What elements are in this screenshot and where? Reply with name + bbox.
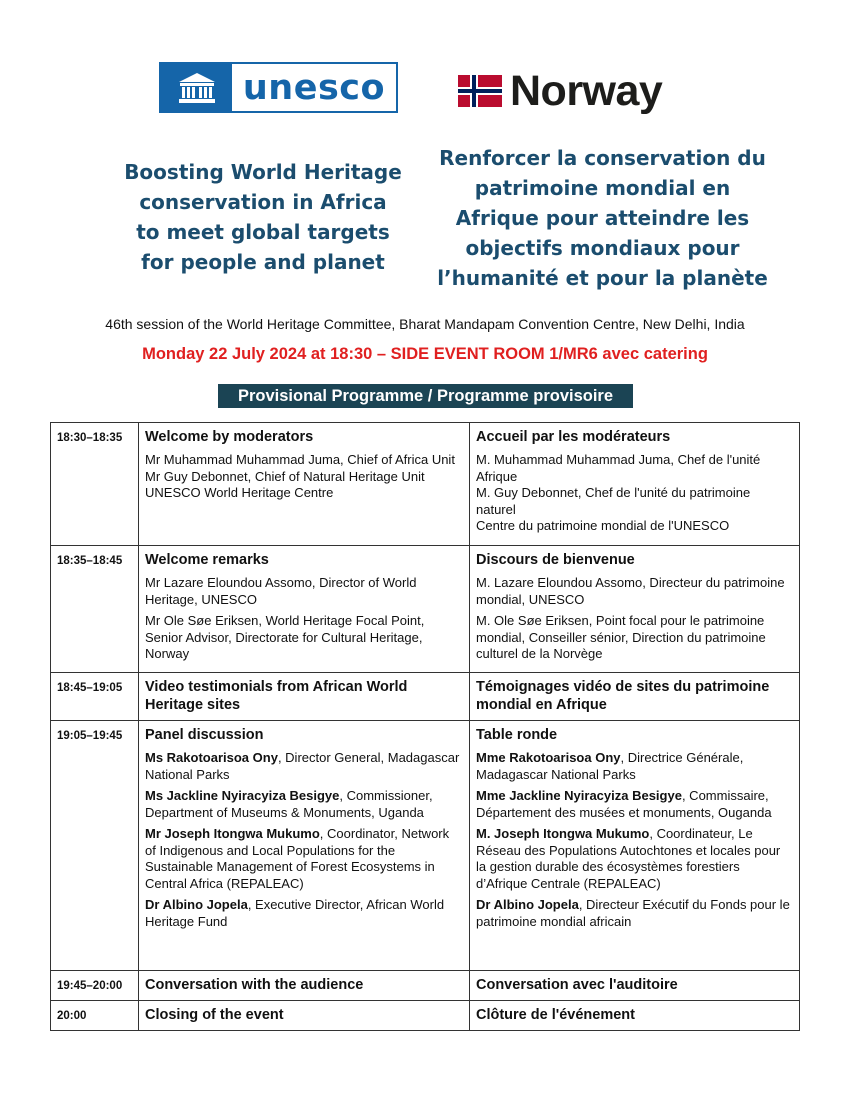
row-french-cell: [470, 673, 800, 721]
row-en-line: Mr Guy Debonnet, Chief of Natural Heritage Unit: [145, 468, 425, 484]
panelist-role: , Directrice Générale, Madagascar National Parks: [476, 750, 744, 782]
row-en-line: UNESCO World Heritage Centre: [145, 485, 334, 500]
row-fr-title: Témoignages vidéo de sites du patrimoine mondial en Afrique: [476, 679, 770, 713]
panelist-name: Dr Albino Jopela: [145, 897, 248, 912]
table-row: [51, 546, 800, 673]
session-info: 46th session of the World Heritage Committee, Bharat Mandapam Convention Centre, New Delhi, India: [105, 316, 745, 332]
row-fr-title: Conversation avec l'auditoire: [476, 977, 678, 993]
panelist-role: , Coordinateur, Le Réseau des Populations Autochtones et locales pour la gestion durable des écosystèmes forestiers d’Afrique Centrale (REPALEAC): [476, 826, 781, 891]
title-fr-line: patrimoine mondial en: [474, 176, 731, 200]
row-english-cell: [139, 546, 470, 673]
row-en-title: Welcome by moderators: [145, 429, 314, 445]
row-fr-line: Centre du patrimoine mondial de l'UNESCO: [476, 518, 730, 533]
panelist-role: , Directeur Exécutif du Fonds pour le patrimoine mondial africain: [476, 897, 790, 929]
panelist-name: Mme Jackline Nyiracyiza Besigye: [476, 788, 682, 803]
panelist-entry: [476, 897, 793, 930]
norway-logo: [458, 68, 662, 114]
panelist-entry: [145, 826, 463, 892]
row-time: 19:05–19:45: [51, 721, 139, 971]
row-english-cell: [139, 423, 470, 546]
table-row: [51, 673, 800, 721]
panelist-entry: [476, 788, 793, 821]
title-french: [430, 143, 775, 293]
programme-header: Provisional Programme / Programme provisoire: [218, 384, 633, 408]
row-english-cell: [139, 673, 470, 721]
panelist-name: Dr Albino Jopela: [476, 897, 579, 912]
row-fr-line: M. Muhammad Muhammad Juma, Chef de l'unité Afrique: [476, 452, 761, 484]
table-row: [51, 1001, 800, 1031]
panelist-role: , Commissioner, Department of Museums & Monuments, Uganda: [145, 788, 433, 820]
row-en-para: Mr Lazare Eloundou Assomo, Director of World Heritage, UNESCO: [145, 575, 417, 607]
title-english: [118, 157, 408, 277]
row-english-cell: [139, 1001, 470, 1031]
title-en-line: for people and planet: [141, 250, 385, 274]
unesco-logo: [159, 62, 398, 113]
row-en-line: Mr Muhammad Muhammad Juma, Chief of Africa Unit: [145, 452, 455, 467]
title-en-line: Boosting World Heritage: [124, 160, 402, 184]
table-row: [51, 971, 800, 1001]
row-english-cell: [139, 721, 470, 971]
panelist-role: , Coordinator, Network of Indigenous and Local Populations for the Sustainable Management of Forest Ecosystems in Central Africa (REPALEAC): [145, 826, 450, 891]
panelist-entry: [145, 750, 463, 783]
title-en-line: to meet global targets: [136, 220, 390, 244]
panelist-name: Ms Jackline Nyiracyiza Besigye: [145, 788, 340, 803]
row-english-cell: [139, 971, 470, 1001]
row-time: 18:30–18:35: [51, 423, 139, 546]
panelist-name: M. Joseph Itongwa Mukumo: [476, 826, 650, 841]
unesco-temple-icon: [161, 64, 232, 111]
row-en-title: Closing of the event: [145, 1007, 284, 1023]
row-fr-para: M. Ole Søe Eriksen, Point focal pour le patrimoine mondial, Conseiller sénior, Direction du patrimoine culturel de la Norvège: [476, 613, 766, 661]
panelist-role: , Executive Director, African World Heritage Fund: [145, 897, 445, 929]
row-en-title: Video testimonials from African World Heritage sites: [145, 679, 408, 713]
panelist-role: , Commissaire, Département des musées et monuments, Ouganda: [476, 788, 772, 820]
row-french-cell: [470, 546, 800, 673]
title-fr-line: Afrique pour atteindre les: [455, 206, 750, 230]
row-fr-title: Accueil par les modérateurs: [476, 429, 671, 445]
panelist-name: Mme Rakotoarisoa Ony: [476, 750, 621, 765]
row-fr-line: M. Guy Debonnet, Chef de l'unité du patrimoine naturel: [476, 485, 751, 517]
table-row: [51, 721, 800, 971]
panelist-entry: [476, 826, 793, 892]
programme-table: [50, 422, 800, 1031]
row-fr-title: Discours de bienvenue: [476, 552, 635, 568]
panelist-entry: [476, 750, 793, 783]
event-date-location: Monday 22 July 2024 at 18:30 – SIDE EVENT ROOM 1/MR6 avec catering: [142, 345, 708, 363]
title-fr-line: objectifs mondiaux pour: [465, 236, 740, 260]
row-french-cell: [470, 971, 800, 1001]
row-fr-para: M. Lazare Eloundou Assomo, Directeur du patrimoine mondial, UNESCO: [476, 575, 785, 607]
panelist-entry: [145, 897, 463, 930]
row-en-title: Panel discussion: [145, 727, 264, 743]
row-time: 18:35–18:45: [51, 546, 139, 673]
row-french-cell: [470, 1001, 800, 1031]
title-en-line: conservation in Africa: [139, 190, 387, 214]
panelist-entry: [145, 788, 463, 821]
norway-wordmark: Norway: [510, 66, 663, 115]
row-en-para: Mr Ole Søe Eriksen, World Heritage Focal Point, Senior Advisor, Directorate for Cultural Heritage, Norway: [145, 613, 425, 661]
norway-flag-icon: [458, 75, 502, 107]
row-fr-title: Clôture de l'événement: [476, 1007, 635, 1023]
title-fr-line: l’humanité et pour la planète: [437, 266, 768, 290]
panelist-name: Mr Joseph Itongwa Mukumo: [145, 826, 320, 841]
row-en-title: Welcome remarks: [145, 552, 269, 568]
row-en-title: Conversation with the audience: [145, 977, 364, 993]
row-fr-title: Table ronde: [476, 727, 558, 743]
row-time: 19:45–20:00: [51, 971, 139, 1001]
table-row: [51, 423, 800, 546]
row-time: 18:45–19:05: [51, 673, 139, 721]
unesco-wordmark: unesco: [242, 67, 386, 108]
row-french-cell: [470, 721, 800, 971]
title-fr-line: Renforcer la conservation du: [439, 146, 766, 170]
panelist-role: , Director General, Madagascar National Parks: [145, 750, 460, 782]
row-french-cell: [470, 423, 800, 546]
row-time: 20:00: [51, 1001, 139, 1031]
panelist-name: Ms Rakotoarisoa Ony: [145, 750, 278, 765]
